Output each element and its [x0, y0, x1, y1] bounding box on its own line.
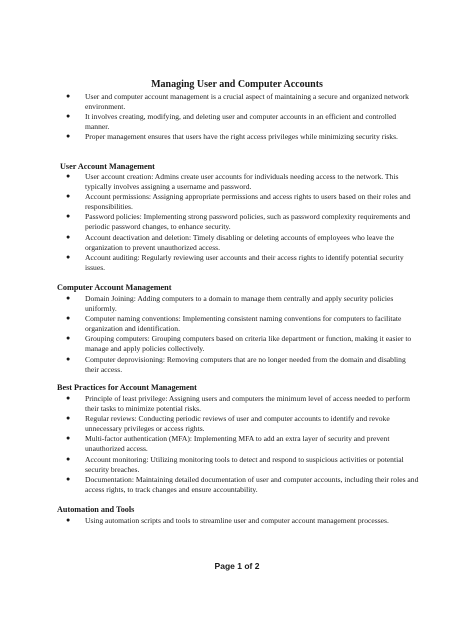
bullet-icon: ● [66, 474, 71, 483]
bullet-icon: ● [66, 294, 71, 302]
bullet-icon: ● [66, 516, 71, 524]
bullet-icon: ● [66, 414, 71, 423]
bullet-icon: ● [66, 252, 71, 261]
list-item: ● Computer naming conventions: Implementing consistent naming conventions for computers to facilitate organization and identification. [66, 314, 402, 334]
bullet-icon: ● [66, 314, 71, 323]
bullet-icon: ● [66, 434, 71, 443]
bullet-icon: ● [66, 232, 71, 241]
user-accounts-list [60, 172, 420, 273]
list-item: ● Account monitoring: Utilizing monitoring tools to detect and respond to suspicious activities or potential security breaches. [66, 454, 404, 474]
list-item: ● Password policies: Implementing strong password policies, such as password complexity requirements and periodic password changes, to enhance security. [66, 212, 411, 232]
list-item: ● Account permissions: Assigning appropriate permissions and access rights to users based on their roles and responsibilities. [66, 192, 411, 212]
bullet-icon: ● [66, 92, 71, 100]
list-item: ● Using automation scripts and tools to streamline user and computer account management processes. [66, 516, 389, 525]
bullet-icon: ● [66, 112, 71, 121]
list-item: ● Domain Joining: Adding computers to a domain to manage them centrally and apply security policies uniformly. [66, 294, 394, 313]
document-title: Managing User and Computer Accounts [151, 79, 323, 90]
bullet-icon: ● [66, 172, 71, 180]
bullet-icon: ● [66, 454, 71, 463]
list-item: ● Proper management ensures that users have the right access privileges while minimizing security risks. [66, 132, 398, 142]
list-item: ● Regular reviews: Conducting periodic reviews of user and computer accounts to identify and revoke unnecessary privileges or access rights. [66, 414, 390, 434]
list-item: ● Documentation: Maintaining detailed documentation of user and computer accounts, including their roles and access rights, to track changes and ensure accountability. [66, 474, 419, 494]
list-item: ● Computer deprovisioning: Removing computers that are no longer needed from the domain and disabling their access. [66, 354, 406, 374]
list-item: ● Principle of least privilege: Assigning users and computers the minimum level of access needed to perform their tasks to minimize potential risks. [66, 394, 410, 413]
bullet-icon: ● [66, 212, 71, 221]
list-item: ● User and computer account management is a crucial aspect of maintaining a secure and organized network environment. [66, 92, 409, 111]
list-item: ● Grouping computers: Grouping computers based on criteria like department or function, making it easier to manage and apply policies collectively. [66, 334, 412, 354]
bullet-icon: ● [66, 334, 71, 343]
list-item: ● It involves creating, modifying, and deleting user and computer accounts in an efficient and controlled manner. [66, 112, 397, 132]
section-heading-automation: Automation and Tools [57, 505, 135, 514]
intro-list [60, 92, 420, 143]
bullet-icon: ● [66, 192, 71, 201]
bullet-icon: ● [66, 132, 71, 141]
computer-accounts-list [60, 294, 420, 375]
page-number: Page 1 of 2 [214, 561, 260, 571]
list-item: ● User account creation: Admins create user accounts for individuals needing access to the network. This typically involves assigning a username and password. [66, 172, 399, 191]
list-item: ● Account deactivation and deletion: Timely disabling or deleting accounts of employees who leave the organization to prevent unauthorized access. [66, 232, 394, 252]
automation-list [60, 516, 420, 526]
section-heading-best-practices: Best Practices for Account Management [57, 383, 197, 392]
bullet-icon: ● [66, 354, 71, 363]
bullet-icon: ● [66, 394, 71, 402]
best-practices-list [60, 394, 420, 495]
section-heading-user-accounts: User Account Management [60, 162, 155, 171]
list-item: ● Account auditing: Regularly reviewing user accounts and their access rights to identify potential security issues. [66, 252, 404, 272]
list-item: ● Multi-factor authentication (MFA): Implementing MFA to add an extra layer of security and prevent unauthorized access. [66, 434, 390, 454]
section-heading-computer-accounts: Computer Account Management [57, 283, 172, 292]
